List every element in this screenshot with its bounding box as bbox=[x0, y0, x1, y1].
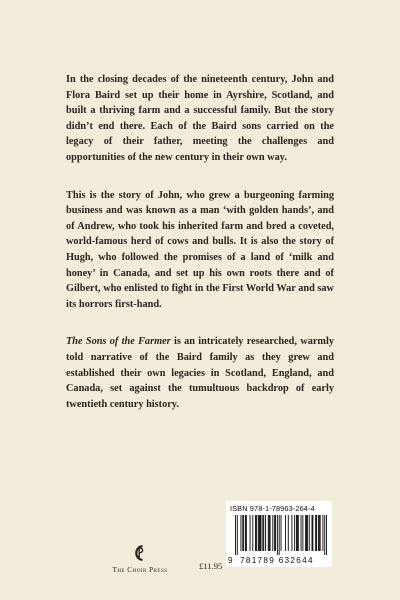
book-title: The Sons of the Farmer bbox=[66, 336, 171, 348]
barcode-bar bbox=[275, 515, 276, 551]
publisher-block bbox=[95, 543, 185, 574]
barcode-bar bbox=[265, 515, 266, 551]
barcode-bar bbox=[318, 515, 319, 551]
barcode-bar bbox=[263, 515, 264, 551]
blurb-paragraph-3-text: is an intricately researched, warmly told narrative of the Baird family as they grew and established their own legacies in Scotland, England, and Canada, set against the tumultuous backdrop of early twentieth century history. bbox=[66, 336, 335, 410]
barcode-bar bbox=[305, 515, 306, 551]
barcode-bar bbox=[324, 515, 325, 555]
barcode-bar bbox=[259, 515, 260, 551]
barcode-bar bbox=[235, 515, 236, 555]
barcode-bar bbox=[297, 515, 298, 551]
barcode-bar bbox=[258, 515, 259, 551]
barcode-bar bbox=[279, 515, 280, 555]
barcode-bar bbox=[281, 515, 282, 551]
barcode-bar bbox=[306, 515, 307, 551]
barcode-bar bbox=[269, 515, 270, 551]
barcode-bar bbox=[256, 515, 257, 551]
barcode-bar bbox=[302, 515, 303, 551]
barcode-bar bbox=[315, 515, 316, 551]
barcode-bar bbox=[252, 515, 253, 551]
blurb-paragraph-3 bbox=[66, 334, 334, 412]
barcode-bar bbox=[322, 515, 323, 551]
barcode-bar bbox=[246, 515, 247, 551]
barcode-bar bbox=[285, 515, 286, 551]
barcode-bar bbox=[298, 515, 299, 551]
barcode-bar bbox=[291, 515, 292, 551]
blurb-paragraph-1: In the closing decades of the nineteenth century, John and Flora Baird set up their home in Ayrshire, Scotland, and built a thriving farm and a successful family. But the story didn’t end there. Each of the Baird sons carried on the legacy of their father, meeting the challenges and opportunities of the new century in their own way. bbox=[66, 74, 334, 163]
barcode-bar bbox=[274, 515, 275, 551]
barcode-bar bbox=[272, 515, 273, 551]
isbn-barcode bbox=[226, 501, 332, 567]
choir-press-logo-icon bbox=[131, 543, 149, 563]
blurb bbox=[66, 72, 334, 424]
barcode-bar bbox=[301, 515, 302, 551]
barcode-bar bbox=[288, 515, 289, 551]
isbn-label: ISBN 978-1-78963-264-4 bbox=[230, 504, 315, 513]
price: £11.95 bbox=[199, 561, 223, 571]
barcode-bar bbox=[243, 515, 244, 551]
barcode-bar bbox=[260, 515, 261, 551]
barcode-bar bbox=[262, 515, 263, 551]
barcode-bar bbox=[296, 515, 297, 551]
barcode-bar bbox=[326, 515, 327, 555]
barcode-bars bbox=[235, 515, 327, 555]
barcode-bar bbox=[240, 515, 241, 551]
barcode-bar bbox=[319, 515, 320, 551]
barcode-bar bbox=[250, 515, 251, 551]
barcode-bar bbox=[237, 515, 238, 555]
barcode-bar bbox=[255, 515, 256, 551]
blurb-paragraph-2: This is the story of John, who grew a burgeoning farming business and was known as a man ‘with golden hands’, and of Andrew, who took his inherited farm and bred a coveted, world-famous herd of cows and bulls. It is also the story of Hugh, who followed the promises of a land of ‘milk and honey’ in Canada, and set up his own roots there and of Gilbert, who enlisted to fight in the First World War and saw its horrors first-hand. bbox=[66, 189, 334, 310]
barcode-bar bbox=[268, 515, 269, 551]
barcode-lead-digit: 9 bbox=[228, 556, 234, 565]
barcode-bar bbox=[294, 515, 295, 551]
barcode-bar bbox=[270, 515, 271, 551]
barcode-bar bbox=[312, 515, 313, 551]
barcode-bar bbox=[261, 515, 262, 551]
barcode-number: 781789 632644 bbox=[240, 556, 314, 565]
publisher-name: The Choir Press bbox=[112, 566, 168, 574]
barcode-bar bbox=[312, 515, 313, 551]
barcode-bar bbox=[245, 515, 246, 551]
barcode-bar bbox=[309, 515, 310, 551]
barcode-bar bbox=[316, 515, 317, 551]
barcode-bar bbox=[277, 515, 278, 555]
barcode-bar bbox=[307, 515, 308, 551]
barcode-bar bbox=[320, 515, 321, 551]
barcode-bar bbox=[242, 515, 243, 551]
